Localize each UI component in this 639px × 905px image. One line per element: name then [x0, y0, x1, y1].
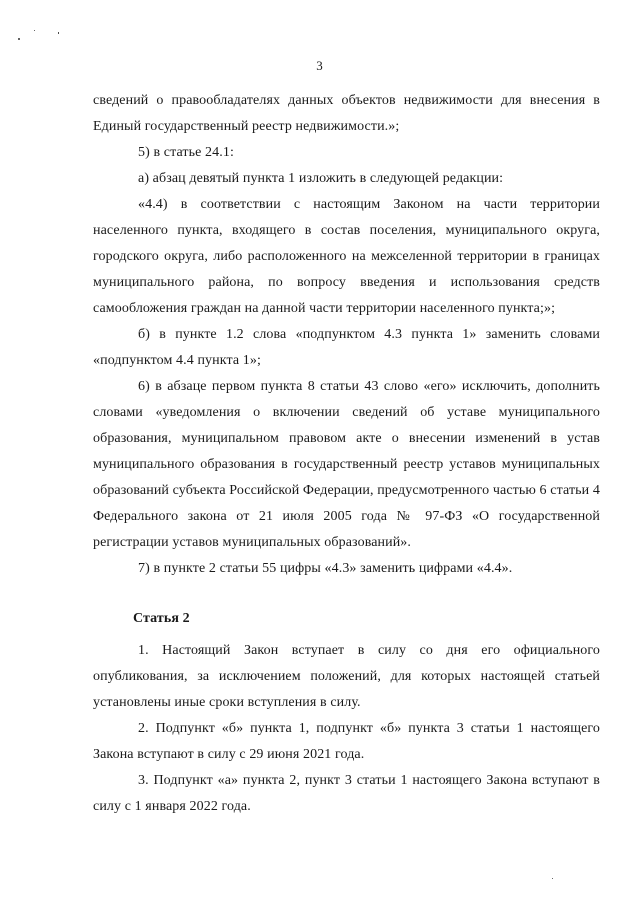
document-body [93, 88, 600, 820]
paragraph: 7) в пункте 2 статьи 55 цифры «4.3» заменить цифрами «4.4». [138, 561, 513, 576]
scan-speck [34, 30, 35, 31]
scan-speck [58, 32, 59, 34]
paragraph: б) в пункте 1.2 слова «подпунктом 4.3 пункта 1» заменить словами «подпунктом 4.4 пункта 1»; [93, 327, 600, 368]
scan-speck [552, 878, 553, 879]
paragraph: 5) в статье 24.1: [138, 145, 234, 160]
page-number: 3 [316, 58, 323, 73]
paragraph: «4.4) в соответствии с настоящим Законом на части территории населенного пункта, входящего в состав поселения, муниципального округа, городского округа, либо расположенного на межселенной территории в границах муниципального района, по вопросу введения и использования средств самообложения граждан на данной части территории населенного пункта;»; [93, 197, 600, 316]
paragraph: 3. Подпункт «а» пункта 2, пункт 3 статьи 1 настоящего Закона вступают в силу с 1 января 2022 года. [93, 773, 600, 814]
paragraph: 6) в абзаце первом пункта 8 статьи 43 слово «его» исключить, дополнить словами «уведомления о включении сведений об уставе муниципального образования, муниципальном правовом акте о внесении изменений в устав муниципального образования в государственный реестр уставов муниципальных образований субъекта Российской Федерации, предусмотренного частью 6 статьи 4 Федерального закона от 21 июля 2005 года № 97-ФЗ «О государственной регистрации уставов муниципальных образований». [93, 379, 600, 550]
paragraph: сведений о правообладателях данных объектов недвижимости для внесения в Единый государственный реестр недвижимости.»; [93, 93, 600, 134]
paragraph: а) абзац девятый пункта 1 изложить в следующей редакции: [138, 171, 504, 186]
paragraph: 2. Подпункт «б» пункта 1, подпункт «б» пункта 3 статьи 1 настоящего Закона вступают в силу с 29 июня 2021 года. [93, 721, 600, 762]
article-heading: Статья 2 [133, 611, 190, 626]
scan-speck [18, 38, 20, 40]
paragraph: 1. Настоящий Закон вступает в силу со дня его официального опубликования, за исключением положений, для которых настоящей статьей установлены иные сроки вступления в силу. [93, 643, 600, 710]
